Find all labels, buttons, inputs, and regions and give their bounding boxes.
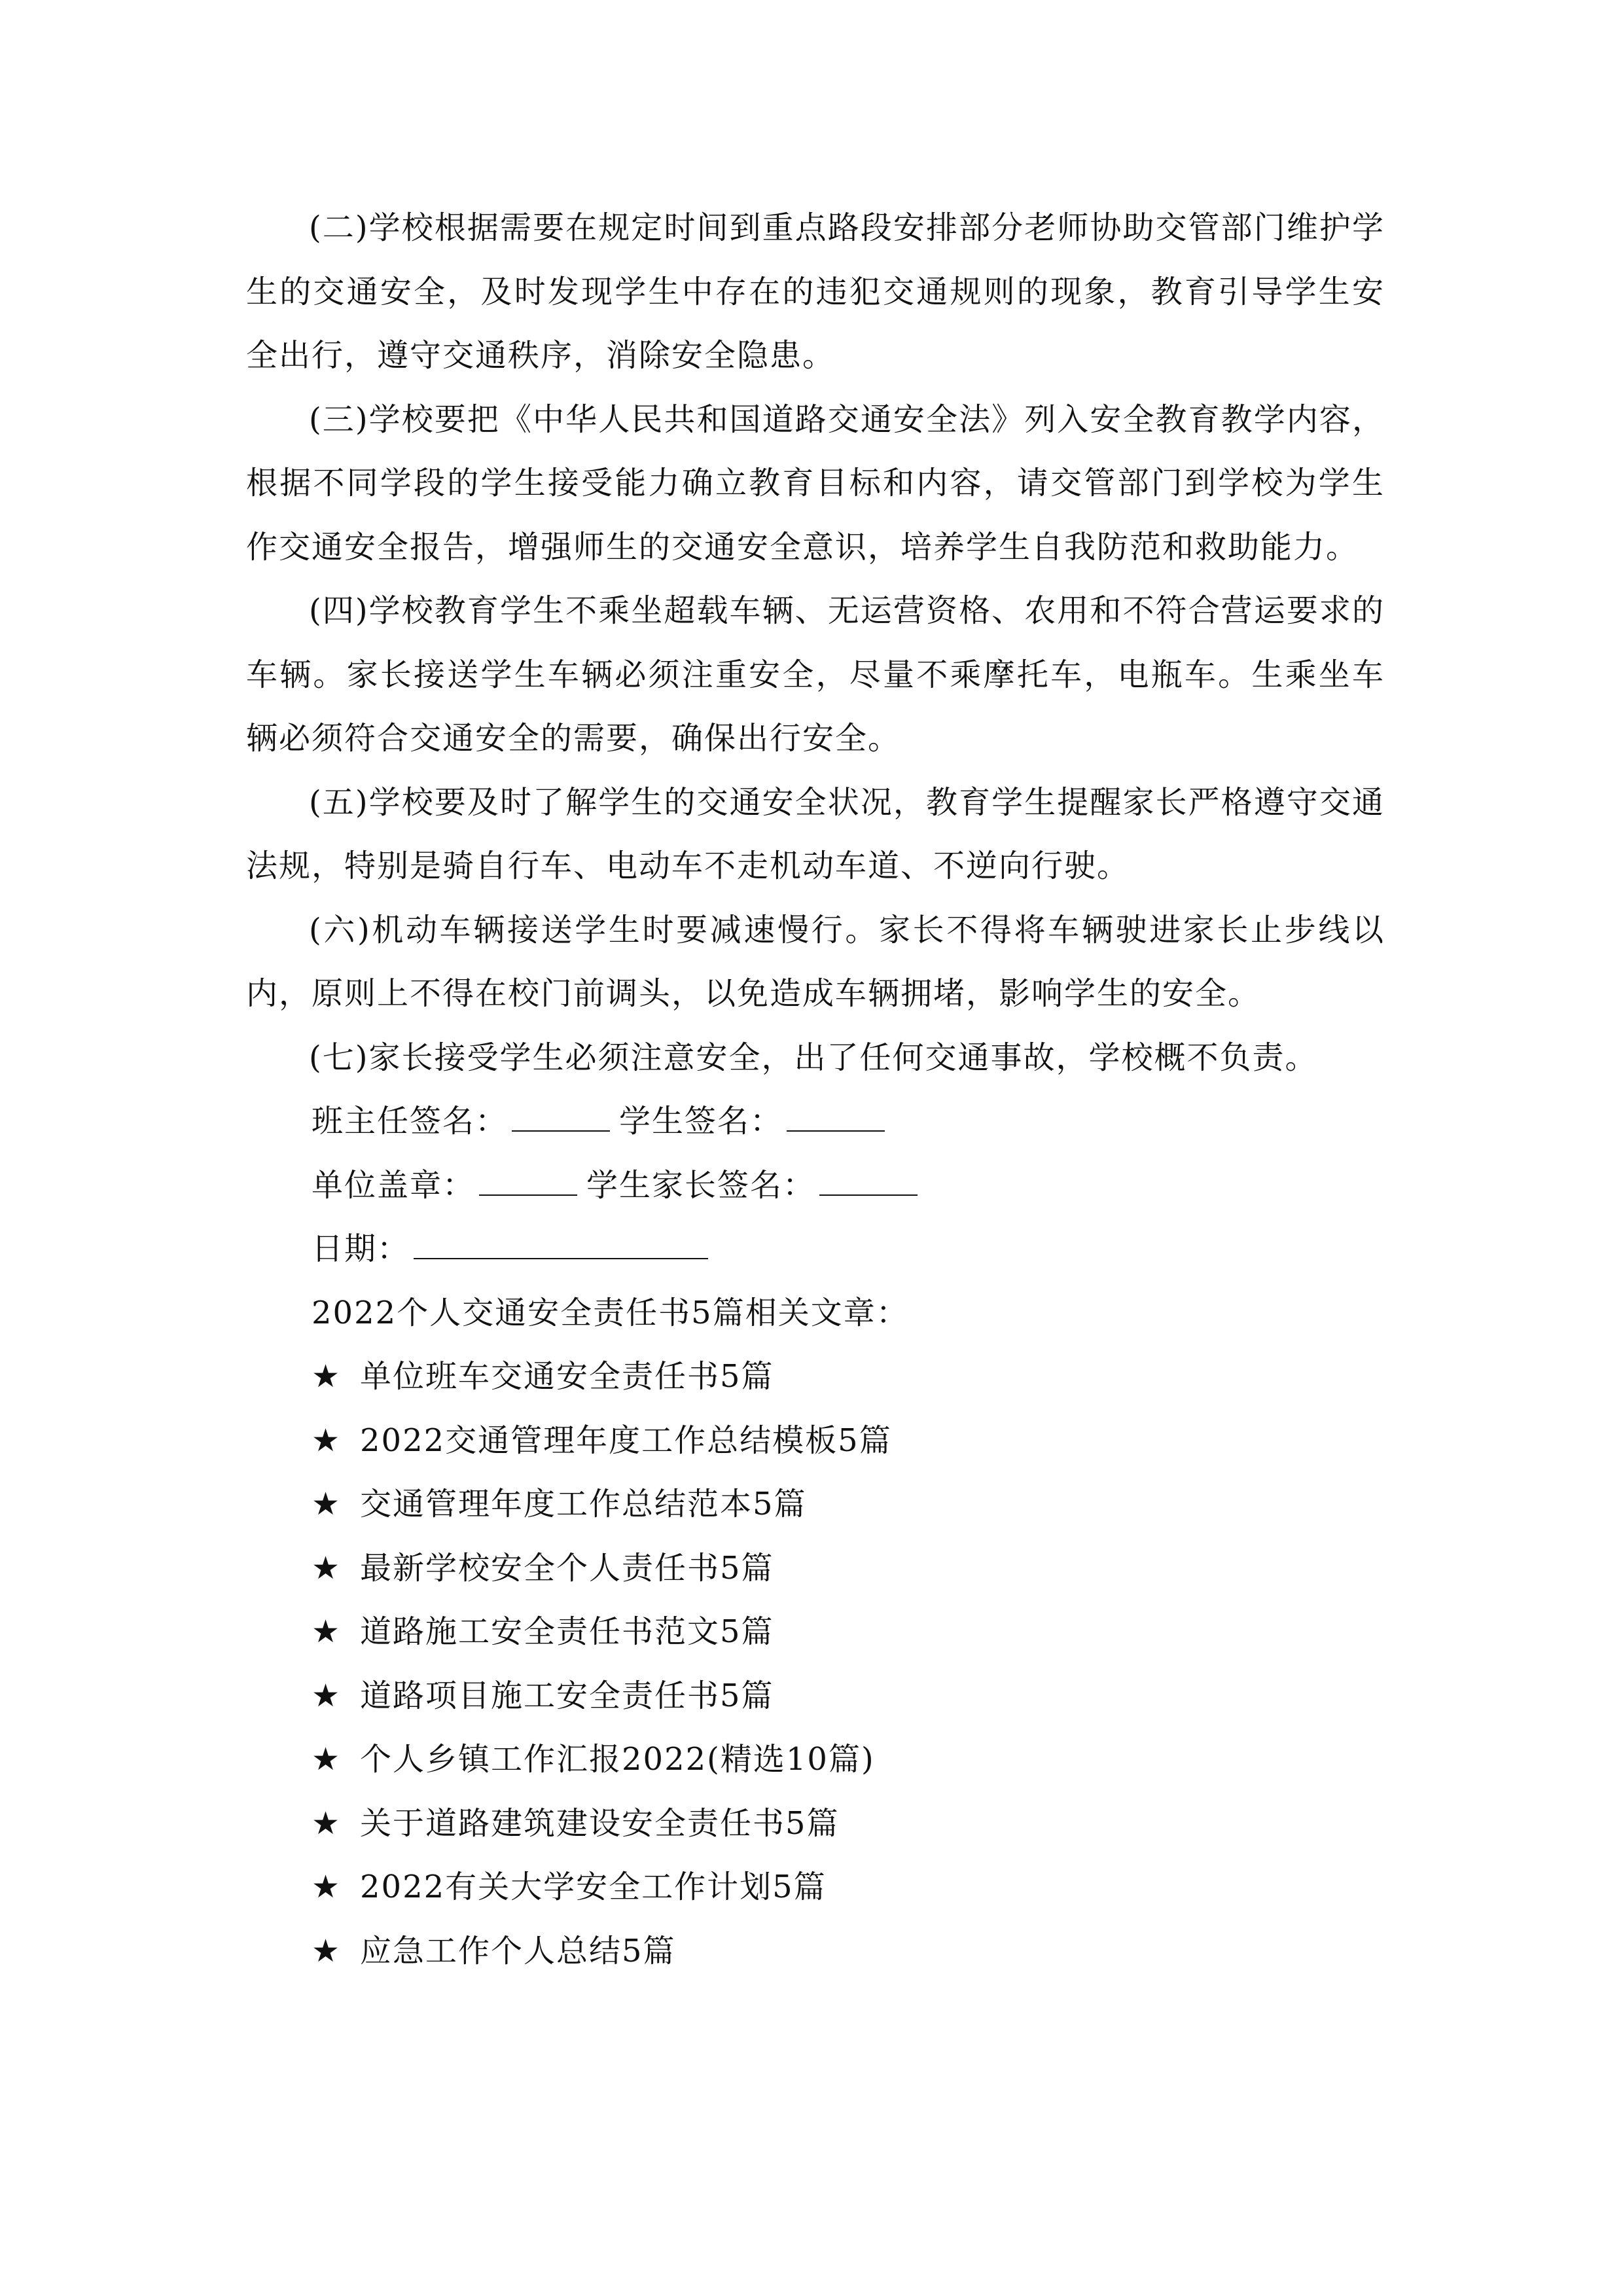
- related-article-title: 道路项目施工安全责任书5篇: [360, 1677, 774, 1714]
- star-icon: ★: [312, 1869, 342, 1905]
- related-article-item[interactable]: [246, 1473, 1385, 1537]
- star-icon: ★: [312, 1741, 342, 1778]
- related-article-item[interactable]: [246, 1409, 1385, 1473]
- related-article-item[interactable]: [246, 1920, 1385, 1984]
- related-article-title: 最新学校安全个人责任书5篇: [360, 1549, 774, 1587]
- star-icon: ★: [312, 1486, 342, 1522]
- related-articles-list: [246, 1345, 1385, 1983]
- star-icon: ★: [312, 1804, 342, 1842]
- paragraph-5: (五)学校要及时了解学生的交通安全状况，教育学生提醒家长严格遵守交通法规，特别是骑自行车、电动车不走机动车道、不逆向行驶。: [246, 783, 1385, 884]
- unit-seal-label: 单位盖章：: [312, 1166, 476, 1204]
- related-article-title: 关于道路建筑建设安全责任书5篇: [360, 1804, 840, 1842]
- parent-signature-label: 学生家长签名：: [586, 1166, 816, 1204]
- signature-row-1: [246, 1090, 1385, 1154]
- date-row: [246, 1217, 1385, 1282]
- star-icon: ★: [312, 1677, 342, 1714]
- related-article-title: 应急工作个人总结5篇: [360, 1932, 676, 1969]
- related-article-title: 个人乡镇工作汇报2022(精选10篇): [360, 1741, 875, 1778]
- related-article-title: 道路施工安全责任书范文5篇: [360, 1613, 774, 1650]
- star-icon: ★: [312, 1549, 342, 1587]
- paragraph-6: (六)机动车辆接送学生时要减速慢行。家长不得将车辆驶进家长止步线以内，原则上不得在校门前调头，以免造成车辆拥堵，影响学生的安全。: [246, 911, 1385, 1012]
- unit-seal-blank: [479, 1163, 577, 1196]
- related-article-item[interactable]: [246, 1856, 1385, 1920]
- related-article-title: 2022有关大学安全工作计划5篇: [360, 1869, 827, 1905]
- parent-signature-blank: [819, 1163, 918, 1196]
- date-label: 日期：: [312, 1230, 410, 1267]
- star-icon: ★: [312, 1613, 342, 1650]
- paragraph-4: (四)学校教育学生不乘坐超载车辆、无运营资格、农用和不符合营运要求的车辆。家长接送学生车辆必须注重安全，尽量不乘摩托车，电瓶车。生乘坐车辆必须符合交通安全的需要，确保出行安全。: [246, 592, 1385, 757]
- related-article-item[interactable]: [246, 1600, 1385, 1664]
- document-body: [246, 196, 1385, 1983]
- signature-row-2: [246, 1154, 1385, 1218]
- star-icon: ★: [312, 1422, 342, 1459]
- star-icon: ★: [312, 1358, 342, 1395]
- paragraph-7: (七)家长接受学生必须注意安全，出了任何交通事故，学校概不负责。: [309, 1039, 1318, 1076]
- head-teacher-signature-label: 班主任签名：: [312, 1103, 508, 1139]
- student-signature-label: 学生签名：: [619, 1103, 783, 1139]
- related-article-item[interactable]: [246, 1664, 1385, 1729]
- related-article-title: 交通管理年度工作总结范本5篇: [360, 1486, 807, 1522]
- paragraph-3: (三)学校要把《中华人民共和国道路交通安全法》列入安全教育教学内容，根据不同学段的学生接受能力确立教育目标和内容，请交管部门到学校为学生作交通安全报告，增强师生的交通安全意识，培养学生自我防范和救助能力。: [246, 401, 1385, 565]
- related-articles-heading: 2022个人交通安全责任书5篇相关文章：: [312, 1294, 909, 1331]
- date-blank: [414, 1227, 708, 1259]
- head-teacher-signature-blank: [512, 1099, 610, 1132]
- related-article-title: 2022交通管理年度工作总结模板5篇: [360, 1422, 892, 1459]
- related-article-item[interactable]: [246, 1345, 1385, 1409]
- related-article-title: 单位班车交通安全责任书5篇: [360, 1358, 774, 1395]
- paragraph-2: (二)学校根据需要在规定时间到重点路段安排部分老师协助交管部门维护学生的交通安全，及时发现学生中存在的违犯交通规则的现象，教育引导学生安全出行，遵守交通秩序，消除安全隐患。: [246, 209, 1385, 374]
- related-article-item[interactable]: [246, 1537, 1385, 1601]
- related-article-item[interactable]: [246, 1728, 1385, 1792]
- star-icon: ★: [312, 1932, 342, 1969]
- student-signature-blank: [787, 1099, 885, 1132]
- related-article-item[interactable]: [246, 1792, 1385, 1856]
